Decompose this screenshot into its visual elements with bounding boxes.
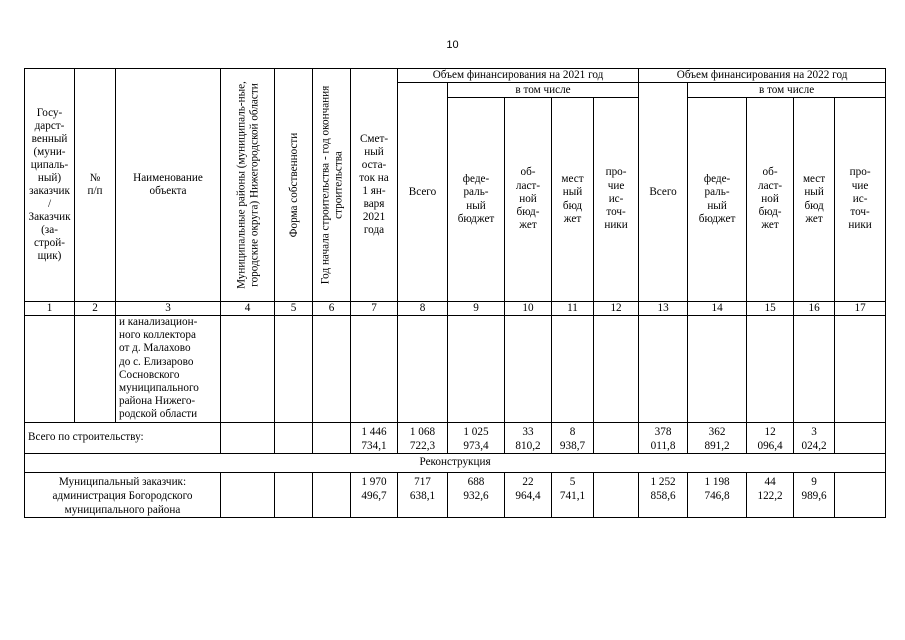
col-num: 16 [794, 302, 835, 316]
header-district: Муниципальные районы (муниципаль-ные, городские округа) Нижегородской области [235, 81, 260, 289]
customer-label: Муниципальный заказчик: администрация Богородского муниципального района [25, 472, 221, 517]
col-num: 11 [552, 302, 594, 316]
total-label: Всего по строительству: [25, 422, 221, 453]
total-2021-federal: 1 025 973,4 [448, 422, 505, 453]
total-2022-regional: 12 096,4 [747, 422, 794, 453]
header-regional-2021: об- ласт- ной бюд- жет [505, 98, 552, 302]
header-fin-2021: Объем финансирования на 2021 год [398, 69, 639, 83]
col-num: 17 [835, 302, 886, 316]
header-ownership: Форма собственности [287, 132, 300, 238]
col-num: 3 [116, 302, 221, 316]
header-total-2021: Всего [398, 83, 448, 302]
col-num: 7 [351, 302, 398, 316]
total-2021-local: 8 938,7 [552, 422, 594, 453]
col-num: 13 [639, 302, 688, 316]
col-num: 1 [25, 302, 75, 316]
header-local-2021: мест ный бюд жет [552, 98, 594, 302]
column-numbers-row [25, 302, 886, 316]
header-other-2021: про- чие ис- точ- ники [594, 98, 639, 302]
total-row [25, 422, 886, 453]
object-row [25, 316, 886, 423]
header-years-cell [313, 69, 351, 302]
col-num: 12 [594, 302, 639, 316]
total-2021-all: 1 068 722,3 [398, 422, 448, 453]
col-num: 8 [398, 302, 448, 316]
header-total-2022: Всего [639, 83, 688, 302]
customer-2022-other [835, 472, 886, 517]
customer-estimate: 1 970 496,7 [351, 472, 398, 517]
customer-2022-regional: 44 122,2 [747, 472, 794, 517]
header-incl-2021: в том числе [448, 83, 639, 98]
header-regional-2022: об- ласт- ной бюд- жет [747, 98, 794, 302]
col-num: 4 [221, 302, 275, 316]
col-num: 14 [688, 302, 747, 316]
section-row [25, 453, 886, 472]
header-other-2022: про- чие ис- точ- ники [835, 98, 886, 302]
customer-2021-other [594, 472, 639, 517]
header-object-name: Наименование объекта [116, 69, 221, 302]
customer-row [25, 472, 886, 517]
col-num: 6 [313, 302, 351, 316]
header-incl-2022: в том числе [688, 83, 886, 98]
header-local-2022: мест ный бюд жет [794, 98, 835, 302]
total-2022-federal: 362 891,2 [688, 422, 747, 453]
header-fin-2022: Объем финансирования на 2022 год [639, 69, 886, 83]
customer-2021-federal: 688 932,6 [448, 472, 505, 517]
total-2022-other [835, 422, 886, 453]
section-title: Реконструкция [25, 453, 886, 472]
header-num: № п/п [75, 69, 116, 302]
header-federal-2021: феде- раль- ный бюджет [448, 98, 505, 302]
customer-2022-federal: 1 198 746,8 [688, 472, 747, 517]
header-estimate: Смет- ный оста- ток на 1 ян- варя 2021 года [351, 69, 398, 302]
total-2021-regional: 33 810,2 [505, 422, 552, 453]
total-2022-local: 3 024,2 [794, 422, 835, 453]
header-district-cell [221, 69, 275, 302]
total-2021-other [594, 422, 639, 453]
header-federal-2022: феде- раль- ный бюджет [688, 98, 747, 302]
header-customer: Госу- дарст- венный (муни- ципаль- ный) заказчик / Заказчик (за- строй- щик) [25, 69, 75, 302]
header-ownership-cell [275, 69, 313, 302]
header-row-1 [25, 69, 886, 83]
col-num: 10 [505, 302, 552, 316]
header-years: Год начала строительства - год окончания строительства [319, 85, 344, 285]
customer-2022-local: 9 989,6 [794, 472, 835, 517]
customer-2021-all: 717 638,1 [398, 472, 448, 517]
col-num: 15 [747, 302, 794, 316]
customer-2021-regional: 22 964,4 [505, 472, 552, 517]
col-num: 2 [75, 302, 116, 316]
total-2022-all: 378 011,8 [639, 422, 688, 453]
customer-2021-local: 5 741,1 [552, 472, 594, 517]
financing-table [24, 68, 886, 518]
total-estimate: 1 446 734,1 [351, 422, 398, 453]
col-num: 5 [275, 302, 313, 316]
customer-2022-all: 1 252 858,6 [639, 472, 688, 517]
object-name: и канализацион- ного коллектора от д. Малахово до с. Елизарово Сосновского муниципального района Нижего- родской области [116, 316, 221, 423]
col-num: 9 [448, 302, 505, 316]
page-number: 10 [446, 39, 459, 51]
